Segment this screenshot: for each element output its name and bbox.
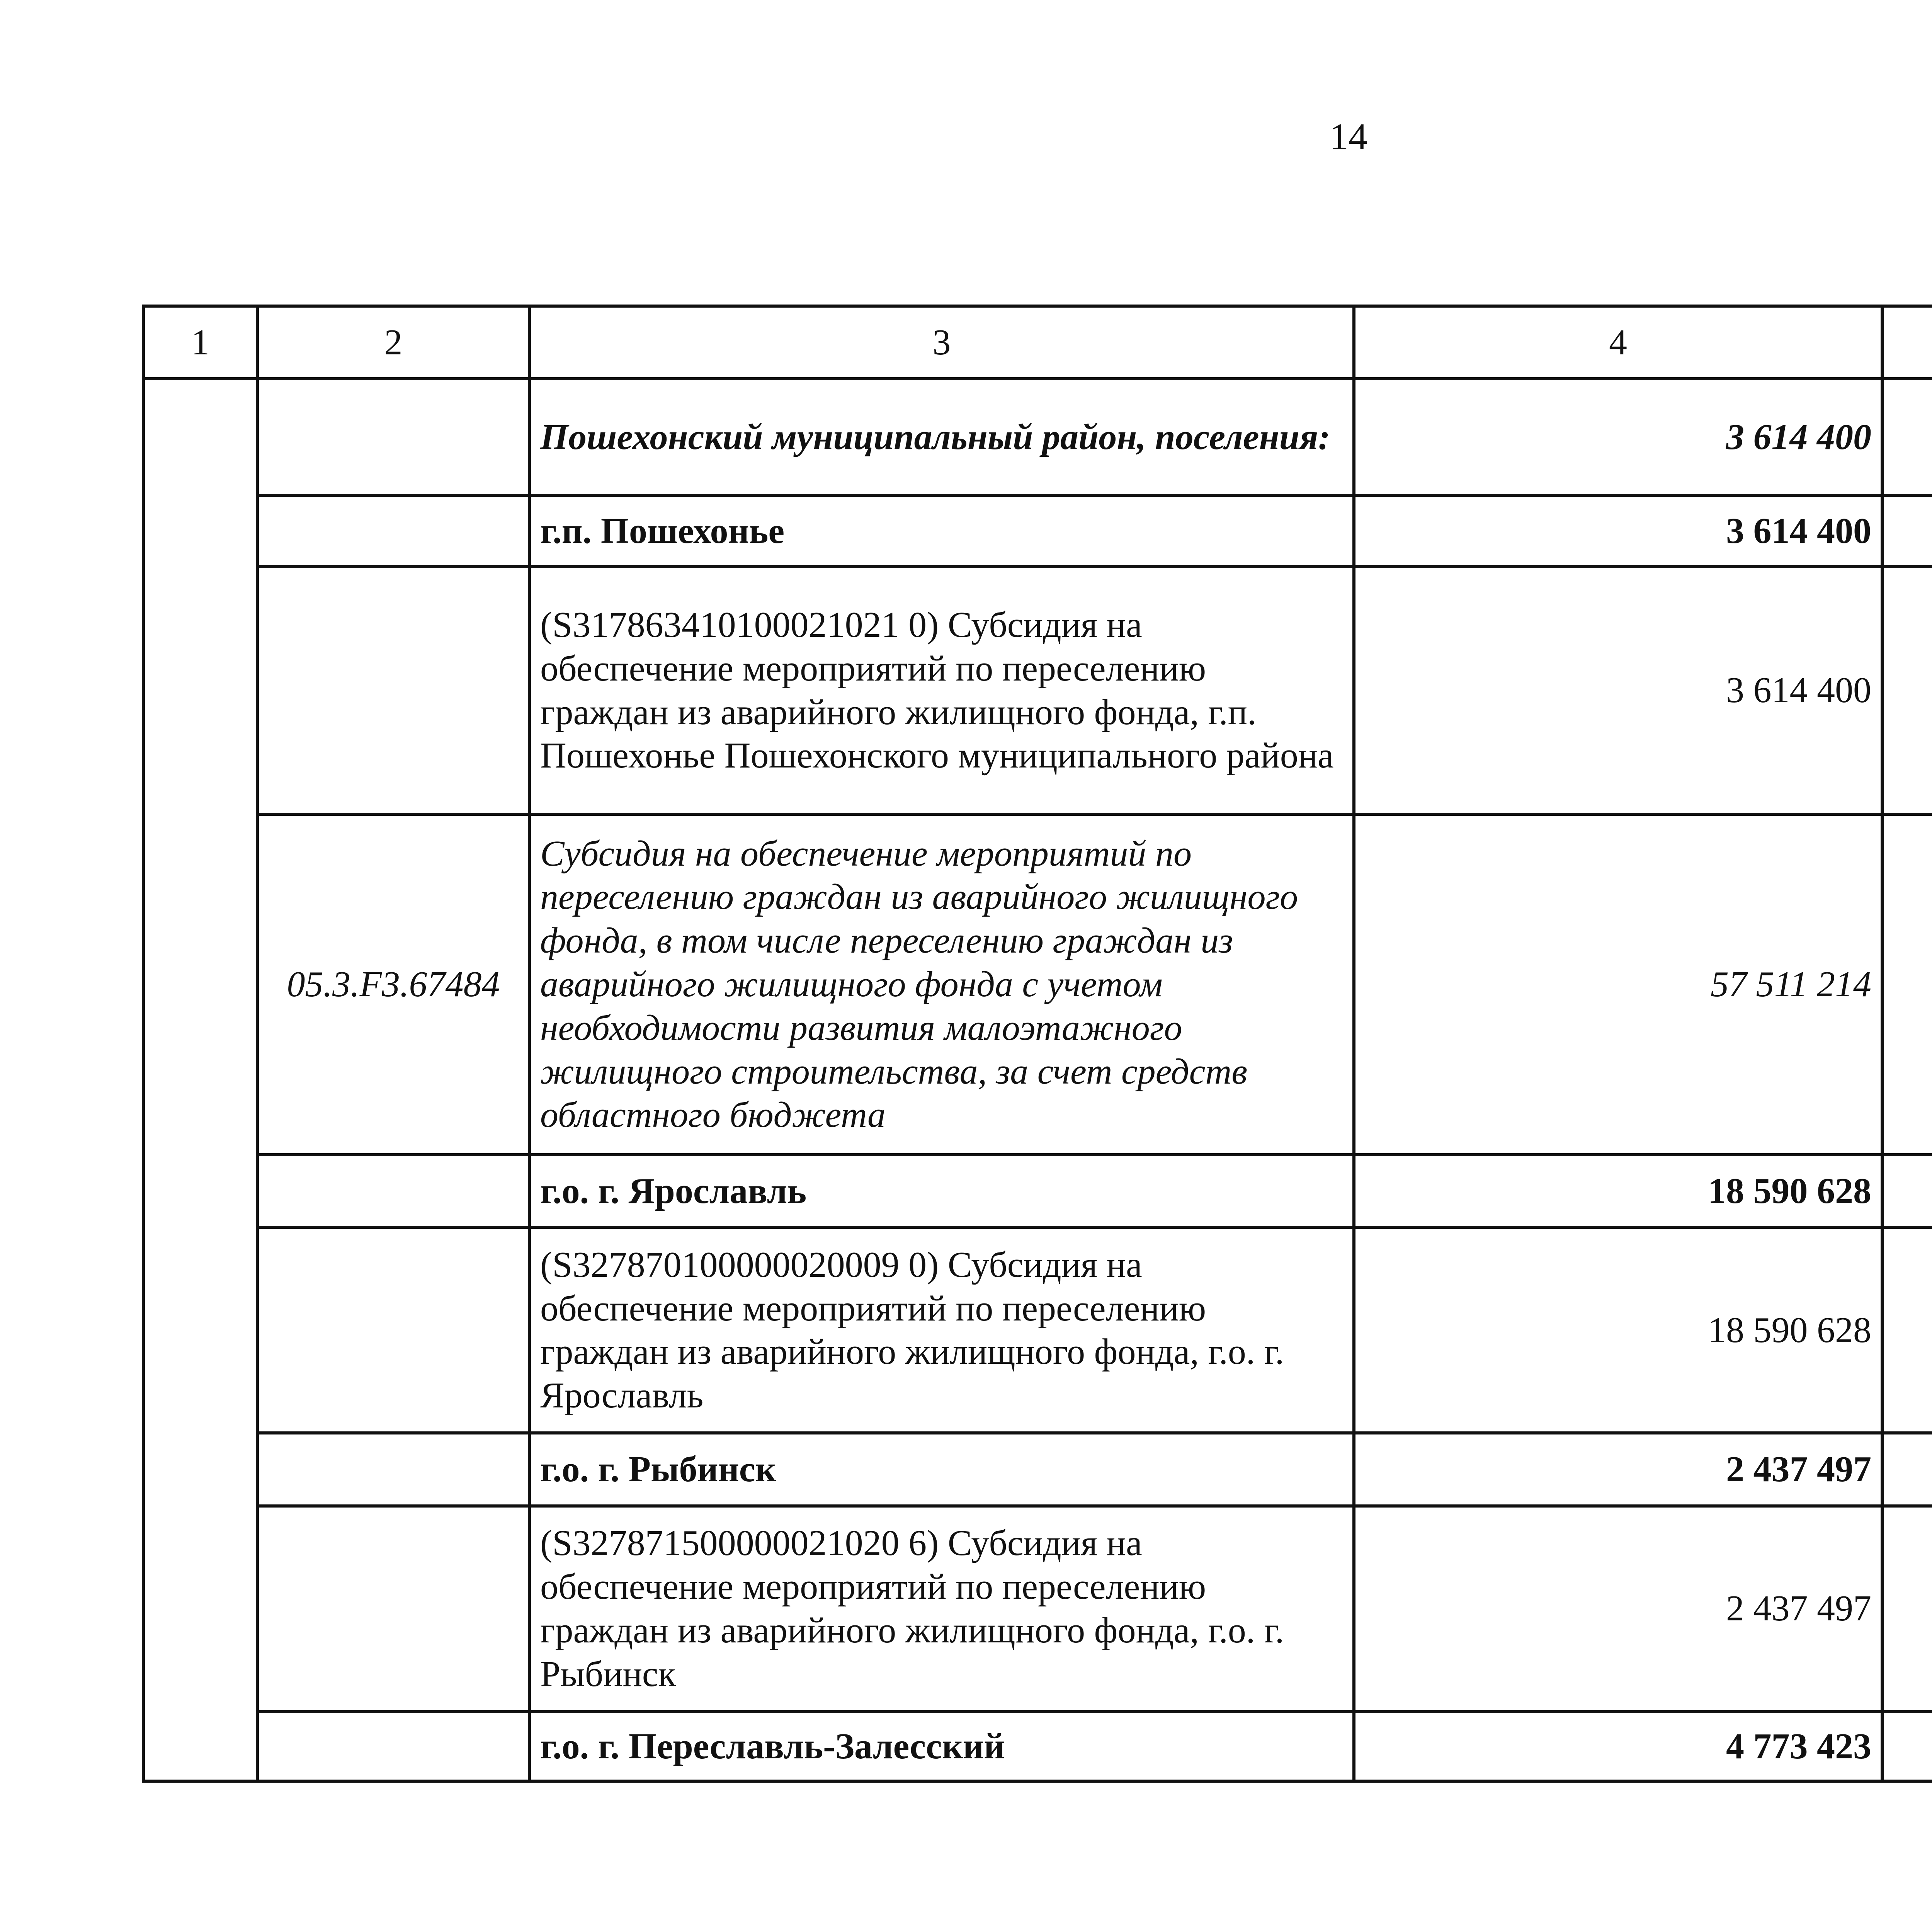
table-row <box>143 1155 1932 1227</box>
code-cell <box>257 1506 529 1712</box>
value-cell <box>1882 567 1932 814</box>
name-cell: г.о. г. Переславль-Залесский <box>529 1712 1354 1781</box>
name-cell: Субсидия на обеспечение мероприятий по переселению граждан из аварийного жилищного фонда, в том числе переселению граждан из аварийного жилищного фонда с учетом необходимости развития малоэтажного жилищного строительства, за счет средств областного бюджета <box>529 814 1354 1155</box>
code-cell <box>257 495 529 567</box>
page-number: 14 <box>1330 116 1367 158</box>
table-row <box>143 814 1932 1155</box>
name-cell: Пошехонский муниципальный район, поселения: <box>529 379 1354 495</box>
table-row <box>143 379 1932 495</box>
table-row <box>143 1433 1932 1506</box>
value-cell <box>1882 1227 1932 1433</box>
table-row <box>143 1712 1932 1781</box>
value-cell: 3 614 400 <box>1354 567 1882 814</box>
value-cell <box>1882 379 1932 495</box>
value-cell <box>1882 1433 1932 1506</box>
budget-table <box>142 305 1932 1783</box>
value-cell <box>1882 814 1932 1155</box>
column-header-5 <box>1882 306 1932 379</box>
column-header-1: 1 <box>143 306 257 379</box>
name-cell: г.о. г. Ярославль <box>529 1155 1354 1227</box>
column-header-2: 2 <box>257 306 529 379</box>
code-cell <box>257 379 529 495</box>
column-header-3: 3 <box>529 306 1354 379</box>
table-header-row <box>143 306 1932 379</box>
value-cell: 3 614 400 <box>1354 379 1882 495</box>
name-cell: (S317863410100021021 0) Субсидия на обеспечение мероприятий по переселению граждан из аварийного жилищного фонда, г.п. Пошехонье Пошехонского муниципального района <box>529 567 1354 814</box>
value-cell <box>1882 1155 1932 1227</box>
column-header-4: 4 <box>1354 306 1882 379</box>
value-cell: 2 437 497 <box>1354 1506 1882 1712</box>
value-cell <box>1882 1506 1932 1712</box>
value-cell <box>1882 495 1932 567</box>
code-cell <box>257 1227 529 1433</box>
row-number-cell <box>143 379 257 1781</box>
name-cell: г.о. г. Рыбинск <box>529 1433 1354 1506</box>
value-cell: 4 773 423 <box>1354 1712 1882 1781</box>
value-cell: 18 590 628 <box>1354 1155 1882 1227</box>
code-cell <box>257 567 529 814</box>
name-cell: г.п. Пошехонье <box>529 495 1354 567</box>
name-cell: (S327870100000020009 0) Субсидия на обеспечение мероприятий по переселению граждан из аварийного жилищного фонда, г.о. г. Ярославль <box>529 1227 1354 1433</box>
table-row <box>143 1506 1932 1712</box>
value-cell: 2 437 497 <box>1354 1433 1882 1506</box>
table-row <box>143 1227 1932 1433</box>
value-cell: 3 614 400 <box>1354 495 1882 567</box>
value-cell: 57 511 214 <box>1354 814 1882 1155</box>
code-cell <box>257 1712 529 1781</box>
value-cell: 18 590 628 <box>1354 1227 1882 1433</box>
table-row <box>143 567 1932 814</box>
code-cell: 05.3.F3.67484 <box>257 814 529 1155</box>
table-row <box>143 495 1932 567</box>
code-cell <box>257 1155 529 1227</box>
code-cell <box>257 1433 529 1506</box>
name-cell: (S327871500000021020 6) Субсидия на обеспечение мероприятий по переселению граждан из аварийного жилищного фонда, г.о. г. Рыбинск <box>529 1506 1354 1712</box>
value-cell <box>1882 1712 1932 1781</box>
